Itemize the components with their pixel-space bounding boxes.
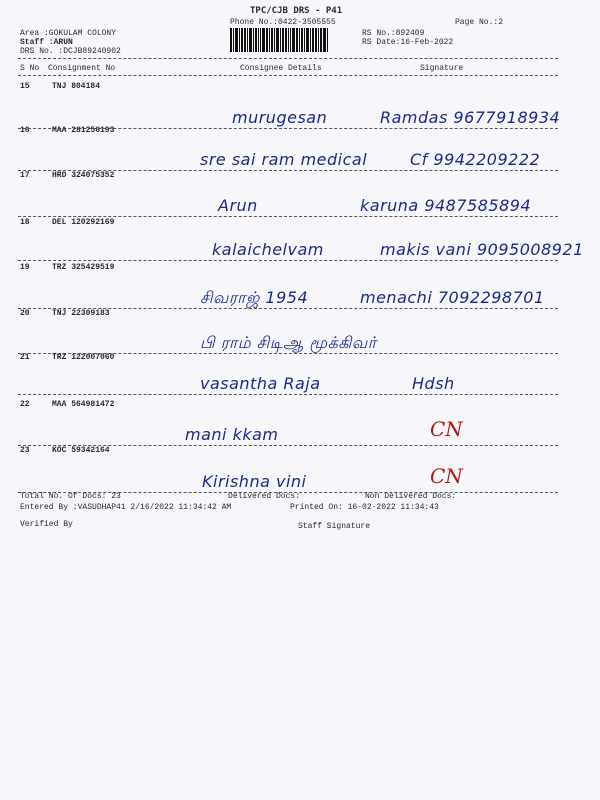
row-handwritten-name: சிவராஜ் 1954 bbox=[200, 288, 309, 307]
row-consignment: DEL 120292169 bbox=[52, 218, 115, 227]
column-consignee: Consignee Details bbox=[240, 64, 322, 73]
verified-by: Verified By bbox=[20, 520, 73, 529]
row-cn-mark: CN bbox=[430, 464, 463, 488]
row-handwritten-extra: karuna 9487585894 bbox=[360, 196, 532, 215]
row-handwritten-extra: menachi 7092298701 bbox=[360, 288, 545, 307]
page-number: Page No.:2 bbox=[455, 18, 504, 27]
row-handwritten-name: kalaichelvam bbox=[212, 240, 324, 259]
row-consignment: MAA 564981472 bbox=[52, 400, 115, 409]
row-consignment: TRZ 122007060 bbox=[52, 353, 115, 362]
row-consignment: TNJ 22309183 bbox=[52, 309, 110, 318]
row-sno: 18 bbox=[20, 218, 30, 227]
row-handwritten-name: vasantha Raja bbox=[200, 374, 321, 393]
row-sno: 20 bbox=[20, 309, 30, 318]
row-sno: 21 bbox=[20, 353, 30, 362]
row-handwritten-name: sre sai ram medical bbox=[200, 150, 368, 169]
printed-on: Printed On: 16-02-2022 11:34:43 bbox=[290, 503, 439, 512]
row-handwritten-name: mani kkam bbox=[185, 425, 279, 444]
row-handwritten-extra: Hdsh bbox=[412, 374, 455, 393]
staff-signature-label: Staff Signature bbox=[298, 522, 371, 531]
column-divider bbox=[18, 75, 558, 76]
non-delivered-docs: Non Delivered Docs: bbox=[365, 492, 457, 501]
row-handwritten-name: Arun bbox=[218, 196, 258, 215]
column-sno: S No bbox=[20, 64, 40, 73]
row-sno: 23 bbox=[20, 446, 30, 455]
row-handwritten-extra: Cf 9942209222 bbox=[410, 150, 541, 169]
row-handwritten-name: Kirishna vini bbox=[202, 472, 307, 491]
row-consignment: HRD 324075352 bbox=[52, 171, 115, 180]
row-sno: 17 bbox=[20, 171, 30, 180]
row-sno: 15 bbox=[20, 82, 30, 91]
row-consignment: KOC 59342164 bbox=[52, 446, 110, 455]
rs-date: RS Date:16-Feb-2022 bbox=[362, 38, 454, 47]
barcode bbox=[230, 28, 350, 52]
row-handwritten-name: murugesan bbox=[232, 108, 328, 127]
staff-field: Staff :ARUN bbox=[20, 38, 73, 47]
row-handwritten-extra: Ramdas 9677918934 bbox=[380, 108, 561, 127]
row-consignment: MAA 281256193 bbox=[52, 126, 115, 135]
row-handwritten-name: பி ராம் சிடிஆ மூக்கிவர் bbox=[200, 333, 377, 352]
row-divider bbox=[18, 394, 558, 395]
drs-number: DRS No. :DCJB89240902 bbox=[20, 47, 121, 56]
column-consignment: Consignment No bbox=[48, 64, 116, 73]
rs-number: RS No.:892409 bbox=[362, 29, 425, 38]
column-signature: Signature bbox=[420, 64, 464, 73]
header-divider bbox=[18, 58, 558, 59]
row-divider bbox=[18, 260, 558, 261]
row-consignment: TNJ 804184 bbox=[52, 82, 101, 91]
row-consignment: TRZ 325429519 bbox=[52, 263, 115, 272]
row-divider bbox=[18, 216, 558, 217]
row-cn-mark: CN bbox=[430, 417, 463, 441]
row-sno: 19 bbox=[20, 263, 30, 272]
total-docs: Total No. Of Docs: 23 bbox=[20, 492, 121, 501]
area-field: Area :GOKULAM COLONY bbox=[20, 29, 117, 38]
row-handwritten-extra: makis vani 9095008921 bbox=[380, 240, 584, 259]
row-sno: 16 bbox=[20, 126, 30, 135]
row-sno: 22 bbox=[20, 400, 30, 409]
document-title: TPC/CJB DRS - P41 bbox=[250, 6, 343, 16]
delivered-docs: Delivered Docs: bbox=[228, 492, 301, 501]
phone-number: Phone No.:0422-3505555 bbox=[230, 18, 336, 27]
entered-by: Entered By :VASUDHAP41 2/16/2022 11:34:42 AM bbox=[20, 503, 232, 512]
